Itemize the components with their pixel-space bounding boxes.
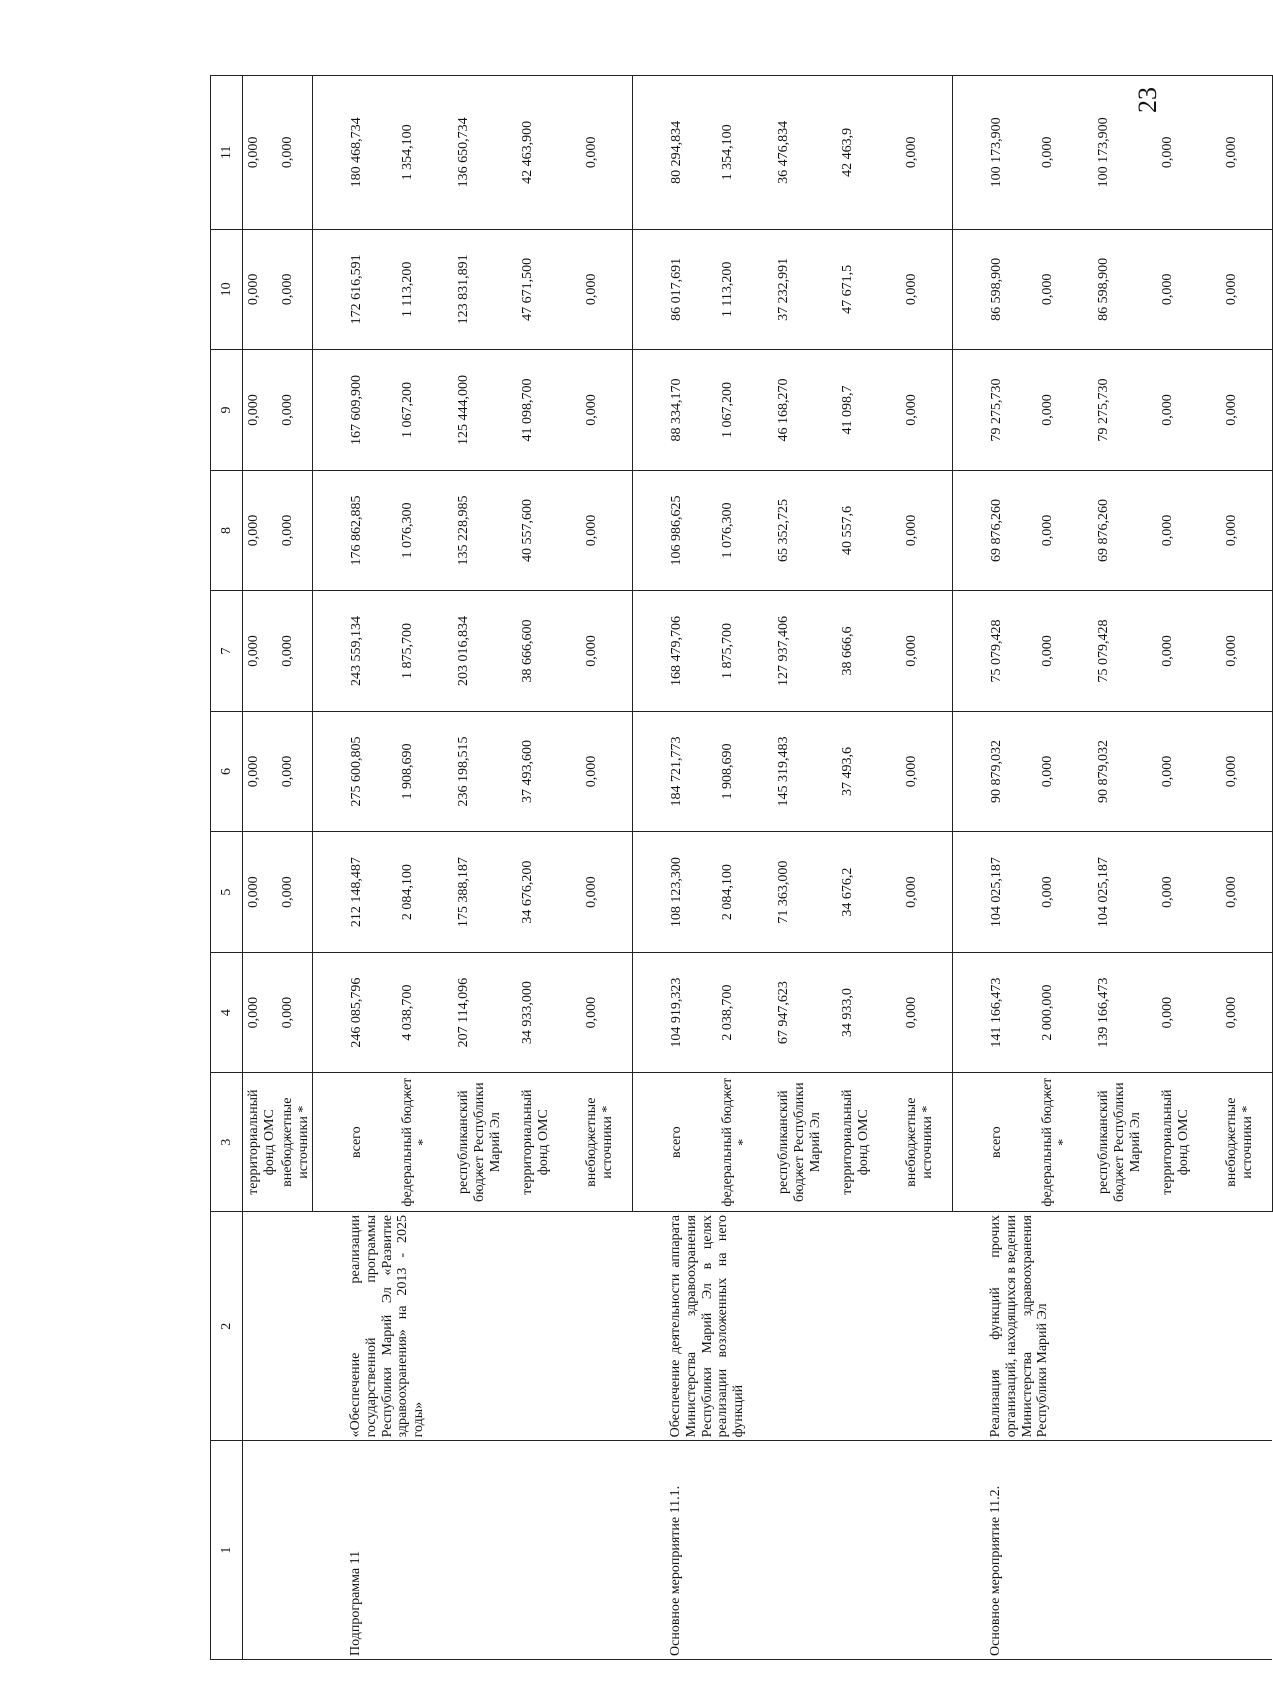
amount-cell: 75 079,428 — [952, 591, 1032, 712]
header-row — [211, 76, 243, 1660]
amount-cell: 65 352,725 — [768, 470, 832, 591]
amount-cell: 0,000 — [1032, 470, 1088, 591]
amount-cell: 1 354,100 — [392, 76, 448, 230]
amount-cell: 0,000 — [896, 229, 952, 350]
funding-source: федеральный бюджет * — [392, 1073, 448, 1212]
amount-cell: 0,000 — [243, 229, 278, 350]
row-description: Обеспечение деятельности аппарата Министерства здравоохранения Республики Марий Эл в целях реализации возложенных на него функций — [632, 1212, 952, 1441]
amount-cell: 0,000 — [576, 832, 632, 953]
amount-cell: 37 493,6 — [832, 711, 896, 832]
amount-cell: 1 875,700 — [712, 591, 768, 712]
amount-cell: 127 937,406 — [768, 591, 832, 712]
funding-source: внебюджетные источники * — [277, 1073, 312, 1212]
amount-cell: 1 067,200 — [712, 350, 768, 471]
amount-cell: 38 666,600 — [512, 591, 576, 712]
column-header: 11 — [211, 76, 243, 230]
column-header: 6 — [211, 711, 243, 832]
funding-source: внебюджетные источники * — [1216, 1073, 1272, 1212]
amount-cell: 0,000 — [896, 711, 952, 832]
amount-cell: 0,000 — [1216, 591, 1272, 712]
amount-cell: 123 831,891 — [448, 229, 512, 350]
amount-cell: 0,000 — [1216, 952, 1272, 1073]
amount-cell: 0,000 — [1152, 350, 1216, 471]
column-header: 1 — [211, 1441, 243, 1660]
amount-cell: 0,000 — [576, 229, 632, 350]
amount-cell: 0,000 — [1216, 76, 1272, 230]
amount-cell: 0,000 — [243, 711, 278, 832]
amount-cell: 2 084,100 — [392, 832, 448, 953]
amount-cell: 0,000 — [1032, 711, 1088, 832]
amount-cell: 176 862,885 — [312, 470, 392, 591]
amount-cell: 71 363,000 — [768, 832, 832, 953]
amount-cell: 0,000 — [1216, 470, 1272, 591]
amount-cell: 90 879,032 — [1088, 711, 1152, 832]
table-row — [243, 76, 278, 1660]
column-header: 5 — [211, 832, 243, 953]
amount-cell: 1 354,100 — [712, 76, 768, 230]
amount-cell: 0,000 — [277, 76, 312, 230]
amount-cell: 69 876,260 — [952, 470, 1032, 591]
funding-source: внебюджетные источники * — [576, 1073, 632, 1212]
amount-cell: 41 098,7 — [832, 350, 896, 471]
amount-cell: 0,000 — [1032, 832, 1088, 953]
amount-cell: 0,000 — [1216, 832, 1272, 953]
amount-cell: 34 676,200 — [512, 832, 576, 953]
amount-cell: 243 559,134 — [312, 591, 392, 712]
budget-table — [210, 75, 1273, 1660]
table-row — [312, 76, 392, 1660]
column-header: 3 — [211, 1073, 243, 1212]
amount-cell: 184 721,773 — [632, 711, 712, 832]
amount-cell: 1 908,690 — [712, 711, 768, 832]
funding-source: территориальный фонд ОМС — [243, 1073, 278, 1212]
amount-cell: 0,000 — [277, 591, 312, 712]
amount-cell: 104 025,187 — [1088, 832, 1152, 953]
column-header: 10 — [211, 229, 243, 350]
amount-cell: 69 876,260 — [1088, 470, 1152, 591]
amount-cell: 34 933,000 — [512, 952, 576, 1073]
amount-cell: 86 017,691 — [632, 229, 712, 350]
row-label: Основное мероприятие 11.1. — [632, 1441, 952, 1660]
amount-cell: 0,000 — [576, 76, 632, 230]
amount-cell: 0,000 — [277, 832, 312, 953]
funding-source: всего — [312, 1073, 392, 1212]
amount-cell: 42 463,900 — [512, 76, 576, 230]
amount-cell: 125 444,000 — [448, 350, 512, 471]
funding-source: республиканский бюджет Республики Марий Эл — [1088, 1073, 1152, 1212]
amount-cell: 0,000 — [243, 591, 278, 712]
amount-cell: 0,000 — [1032, 76, 1088, 230]
amount-cell: 0,000 — [243, 832, 278, 953]
funding-source: территориальный фонд ОМС — [1152, 1073, 1216, 1212]
amount-cell: 0,000 — [1032, 591, 1088, 712]
amount-cell: 37 232,991 — [768, 229, 832, 350]
amount-cell: 0,000 — [1152, 470, 1216, 591]
amount-cell: 40 557,6 — [832, 470, 896, 591]
amount-cell: 207 114,096 — [448, 952, 512, 1073]
amount-cell: 167 609,900 — [312, 350, 392, 471]
row-description: «Обеспечение реализации государственной программы Республики Марий Эл «Развитие здравоохранения» на 2013 - 2025 годы» — [312, 1212, 632, 1441]
amount-cell: 108 123,300 — [632, 832, 712, 953]
amount-cell: 79 275,730 — [952, 350, 1032, 471]
row-description: Реализация функций прочих организаций, находящихся в ведении Министерства здравоохранения Республики Марий Эл — [952, 1212, 1272, 1441]
column-header: 8 — [211, 470, 243, 591]
amount-cell: 34 676,2 — [832, 832, 896, 953]
amount-cell: 0,000 — [1152, 711, 1216, 832]
amount-cell: 2 000,000 — [1032, 952, 1088, 1073]
amount-cell: 1 875,700 — [392, 591, 448, 712]
amount-cell: 37 493,600 — [512, 711, 576, 832]
amount-cell: 0,000 — [576, 711, 632, 832]
funding-source: внебюджетные источники * — [896, 1073, 952, 1212]
amount-cell: 203 016,834 — [448, 591, 512, 712]
row-label: Основное мероприятие 11.2. — [952, 1441, 1272, 1660]
amount-cell: 46 168,270 — [768, 350, 832, 471]
amount-cell: 0,000 — [1216, 711, 1272, 832]
amount-cell: 1 076,300 — [712, 470, 768, 591]
amount-cell: 0,000 — [243, 350, 278, 471]
column-header: 9 — [211, 350, 243, 471]
amount-cell: 2 038,700 — [712, 952, 768, 1073]
amount-cell: 0,000 — [243, 952, 278, 1073]
table-body — [243, 76, 1273, 1660]
amount-cell: 86 598,900 — [1088, 229, 1152, 350]
amount-cell: 4 038,700 — [392, 952, 448, 1073]
amount-cell: 0,000 — [576, 952, 632, 1073]
amount-cell: 0,000 — [896, 591, 952, 712]
funding-source: территориальный фонд ОМС — [512, 1073, 576, 1212]
row-description — [243, 1212, 313, 1441]
amount-cell: 88 334,170 — [632, 350, 712, 471]
amount-cell: 100 173,900 — [952, 76, 1032, 230]
amount-cell: 80 294,834 — [632, 76, 712, 230]
amount-cell: 40 557,600 — [512, 470, 576, 591]
amount-cell: 75 079,428 — [1088, 591, 1152, 712]
amount-cell: 0,000 — [576, 591, 632, 712]
amount-cell: 67 947,623 — [768, 952, 832, 1073]
amount-cell: 275 600,805 — [312, 711, 392, 832]
amount-cell: 0,000 — [277, 350, 312, 471]
amount-cell: 1 113,200 — [392, 229, 448, 350]
amount-cell: 0,000 — [1216, 229, 1272, 350]
amount-cell: 38 666,6 — [832, 591, 896, 712]
funding-source: федеральный бюджет * — [712, 1073, 768, 1212]
amount-cell: 180 468,734 — [312, 76, 392, 230]
amount-cell: 0,000 — [896, 350, 952, 471]
table-row — [952, 76, 1032, 1660]
amount-cell: 90 879,032 — [952, 711, 1032, 832]
amount-cell: 0,000 — [243, 76, 278, 230]
amount-cell: 36 476,834 — [768, 76, 832, 230]
amount-cell: 104 025,187 — [952, 832, 1032, 953]
amount-cell: 0,000 — [1152, 76, 1216, 230]
funding-source: федеральный бюджет * — [1032, 1073, 1088, 1212]
amount-cell: 168 479,706 — [632, 591, 712, 712]
amount-cell: 41 098,700 — [512, 350, 576, 471]
amount-cell: 0,000 — [277, 711, 312, 832]
table-container — [210, 75, 1255, 1660]
amount-cell: 0,000 — [277, 229, 312, 350]
amount-cell: 172 616,591 — [312, 229, 392, 350]
amount-cell: 0,000 — [896, 470, 952, 591]
amount-cell: 42 463,9 — [832, 76, 896, 230]
amount-cell: 86 598,900 — [952, 229, 1032, 350]
amount-cell: 141 166,473 — [952, 952, 1032, 1073]
amount-cell: 246 085,796 — [312, 952, 392, 1073]
amount-cell: 79 275,730 — [1088, 350, 1152, 471]
amount-cell: 135 228,985 — [448, 470, 512, 591]
amount-cell: 104 919,323 — [632, 952, 712, 1073]
amount-cell: 0,000 — [1216, 350, 1272, 471]
amount-cell: 145 319,483 — [768, 711, 832, 832]
amount-cell: 0,000 — [896, 952, 952, 1073]
funding-source: всего — [632, 1073, 712, 1212]
amount-cell: 0,000 — [243, 470, 278, 591]
amount-cell: 0,000 — [576, 350, 632, 471]
amount-cell: 100 173,900 — [1088, 76, 1152, 230]
amount-cell: 2 084,100 — [712, 832, 768, 953]
amount-cell: 0,000 — [277, 470, 312, 591]
amount-cell: 1 067,200 — [392, 350, 448, 471]
amount-cell: 136 650,734 — [448, 76, 512, 230]
amount-cell: 1 113,200 — [712, 229, 768, 350]
amount-cell: 236 198,515 — [448, 711, 512, 832]
amount-cell: 0,000 — [1032, 229, 1088, 350]
page-number: 23 — [1133, 87, 1162, 113]
amount-cell: 0,000 — [1032, 350, 1088, 471]
amount-cell: 47 671,5 — [832, 229, 896, 350]
amount-cell: 0,000 — [1152, 952, 1216, 1073]
row-label — [243, 1441, 313, 1660]
amount-cell: 0,000 — [576, 470, 632, 591]
amount-cell: 0,000 — [896, 76, 952, 230]
amount-cell: 34 933,0 — [832, 952, 896, 1073]
row-label: Подпрограмма 11 — [312, 1441, 632, 1660]
amount-cell: 175 388,187 — [448, 832, 512, 953]
column-header: 7 — [211, 591, 243, 712]
amount-cell: 0,000 — [1152, 591, 1216, 712]
funding-source: всего — [952, 1073, 1032, 1212]
amount-cell: 106 986,625 — [632, 470, 712, 591]
amount-cell: 47 671,500 — [512, 229, 576, 350]
amount-cell: 0,000 — [1152, 832, 1216, 953]
table-row — [632, 76, 712, 1660]
column-header: 2 — [211, 1212, 243, 1441]
funding-source: республиканский бюджет Республики Марий Эл — [768, 1073, 832, 1212]
funding-source: республиканский бюджет Республики Марий Эл — [448, 1073, 512, 1212]
amount-cell: 1 076,300 — [392, 470, 448, 591]
amount-cell: 212 148,487 — [312, 832, 392, 953]
amount-cell: 1 908,690 — [392, 711, 448, 832]
amount-cell: 0,000 — [1152, 229, 1216, 350]
amount-cell: 0,000 — [277, 952, 312, 1073]
amount-cell: 0,000 — [896, 832, 952, 953]
column-header: 4 — [211, 952, 243, 1073]
funding-source: территориальный фонд ОМС — [832, 1073, 896, 1212]
amount-cell: 139 166,473 — [1088, 952, 1152, 1073]
